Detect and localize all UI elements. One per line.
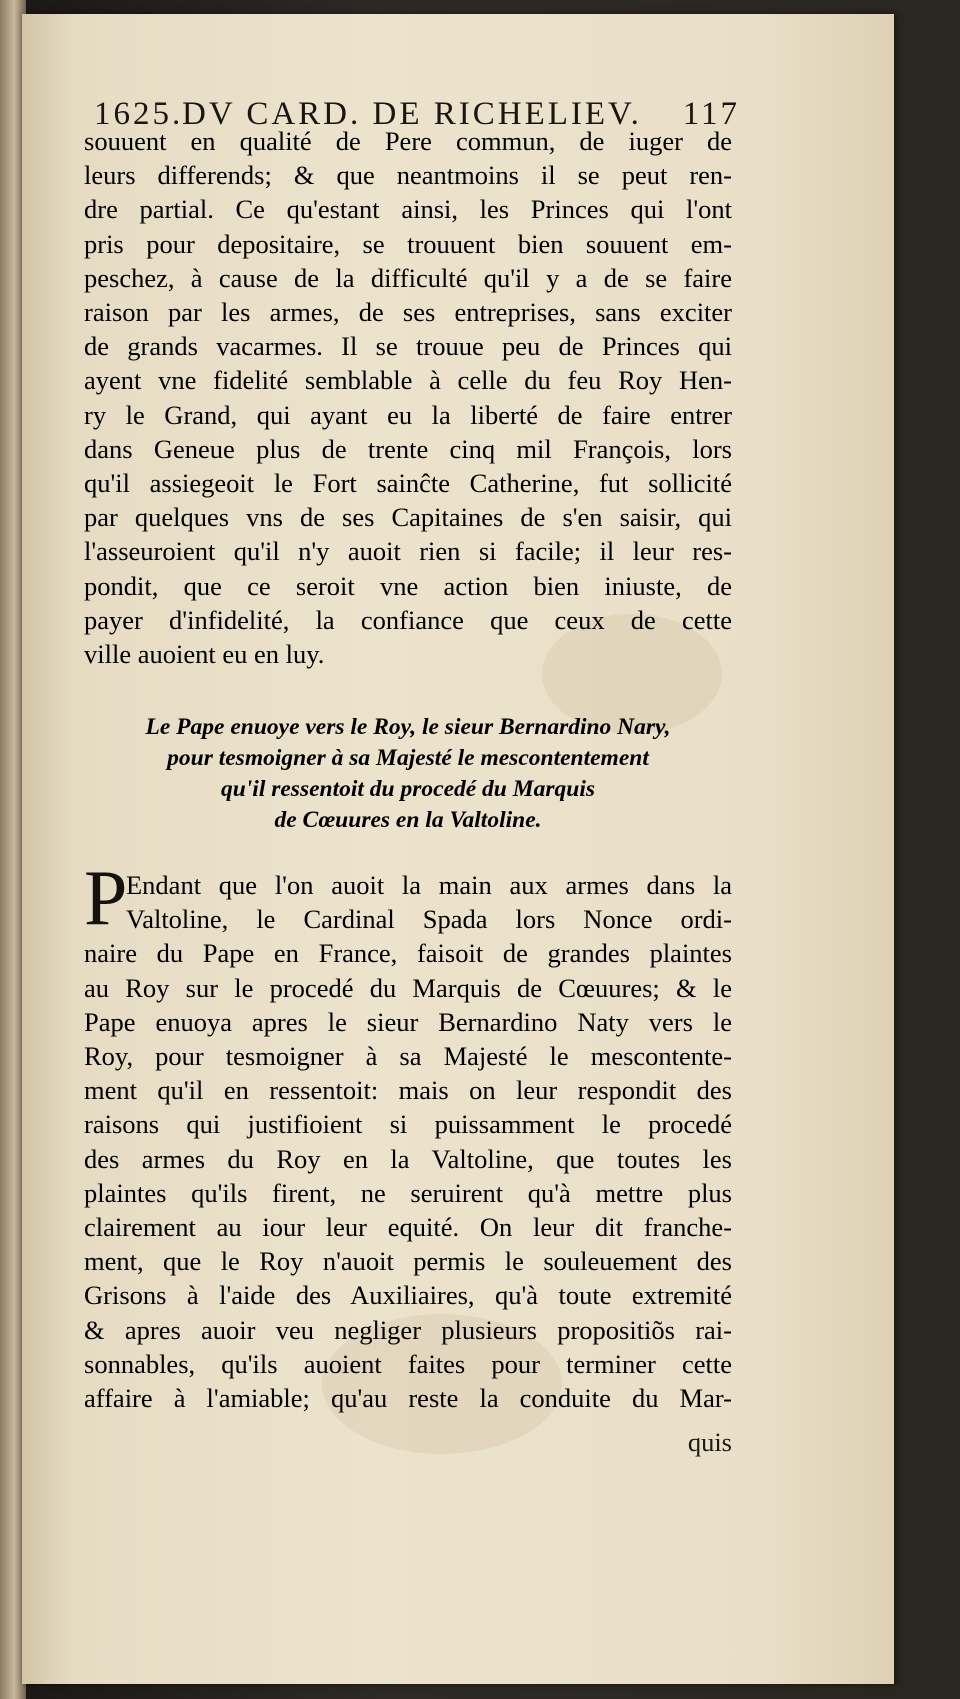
heading-line: qu'il ressentoit du procedé du Marquis	[220, 776, 596, 802]
text-line: payer d'infidelité, la confiance que ceux de cette	[84, 604, 732, 635]
text-line: ment, que le Roy n'auoit permis le souleuement des	[84, 1246, 732, 1277]
text-line: dans Geneue plus de trente cinq mil François, lors	[84, 433, 732, 464]
text-line: raison par les armes, de ses entreprises, sans exciter	[84, 297, 732, 328]
heading-line: de Cœuures en la Valtoline.	[274, 807, 542, 833]
text-line: plaintes qu'ils firent, ne seruirent qu'à mettre plus	[84, 1177, 732, 1208]
text-line: ry le Grand, qui ayant eu la liberté de faire entrer	[84, 399, 732, 430]
header-year: 1625.	[94, 96, 184, 132]
text-line: par quelques vns de ses Capitaines de s'en saisir, qui	[84, 502, 732, 533]
paragraph-section	[84, 854, 732, 1415]
text-line: raisons qui justifioient si puissamment le procedé	[84, 1109, 732, 1140]
heading-line: Le Pape enuoye vers le Roy, le sieur Bernardino Nary,	[145, 714, 671, 740]
text-line: ayent vne fidelité semblable à celle du feu Roy Hen-	[84, 365, 732, 396]
text-line: ville auoient eu en luy.	[84, 639, 325, 670]
text-line: Endant que l'on auoit la main aux armes dans la	[126, 870, 732, 900]
section-heading	[84, 712, 732, 836]
text-line: des armes du Roy en la Valtoline, que toutes les	[84, 1143, 732, 1174]
paragraph-continued	[84, 124, 732, 671]
text-line: clairement au iour leur equité. On leur dit franche-	[84, 1212, 732, 1243]
heading-line: pour tesmoigner à sa Majesté le mescontentement	[167, 745, 649, 771]
text-line: dre partial. Ce qu'estant ainsi, les Princes qui l'ont	[84, 194, 732, 225]
text-line: & apres auoir veu negliger plusieurs propositiõs rai-	[84, 1314, 732, 1345]
text-line: qu'il assiegeoit le Fort sainĉte Catherine, fut sollicité	[84, 468, 732, 499]
page-number: 117	[682, 96, 740, 132]
text-line: naire du Pape en France, faisoit de grandes plaintes	[84, 938, 732, 969]
text-line: l'asseuroient qu'il n'y auoit rien si facile; il leur res-	[84, 536, 732, 567]
text-line: au Roy sur le procedé du Marquis de Cœuures; & le	[84, 972, 732, 1003]
text-line: pondit, que ce seroit vne action bien iniuste, de	[84, 570, 732, 601]
text-line: Roy, pour tesmoigner à sa Majesté le mescontente-	[84, 1041, 732, 1072]
drop-cap: P	[84, 854, 128, 941]
text-line: affaire à l'amiable; qu'au reste la conduite du Mar-	[84, 1383, 732, 1414]
text-line: de grands vacarmes. Il se trouue peu de Princes qui	[84, 331, 732, 362]
catchword: quis	[687, 1427, 732, 1457]
text-line: pris pour depositaire, se trouuent bien souuent em-	[84, 228, 732, 259]
text-line: Pape enuoya apres le sieur Bernardino Naty vers le	[84, 1006, 732, 1037]
text-line: ment qu'il en ressentoit: mais on leur respondit des	[84, 1075, 732, 1106]
text-line: Valtoline, le Cardinal Spada lors Nonce ordi-	[126, 904, 732, 935]
text-line: peschez, à cause de la difficulté qu'il y a de se faire	[84, 262, 732, 293]
text-line: souuent en qualité de Pere commun, de iuger de	[84, 126, 732, 156]
text-line: sonnables, qu'ils auoient faites pour terminer cette	[84, 1348, 732, 1379]
text-line: leurs differends; & que neantmoins il se peut ren-	[84, 160, 732, 191]
text-line: Grisons à l'aide des Auxiliaires, qu'à toute extremité	[84, 1280, 732, 1311]
header-title: DV CARD. DE RICHELIEV.	[182, 96, 642, 132]
